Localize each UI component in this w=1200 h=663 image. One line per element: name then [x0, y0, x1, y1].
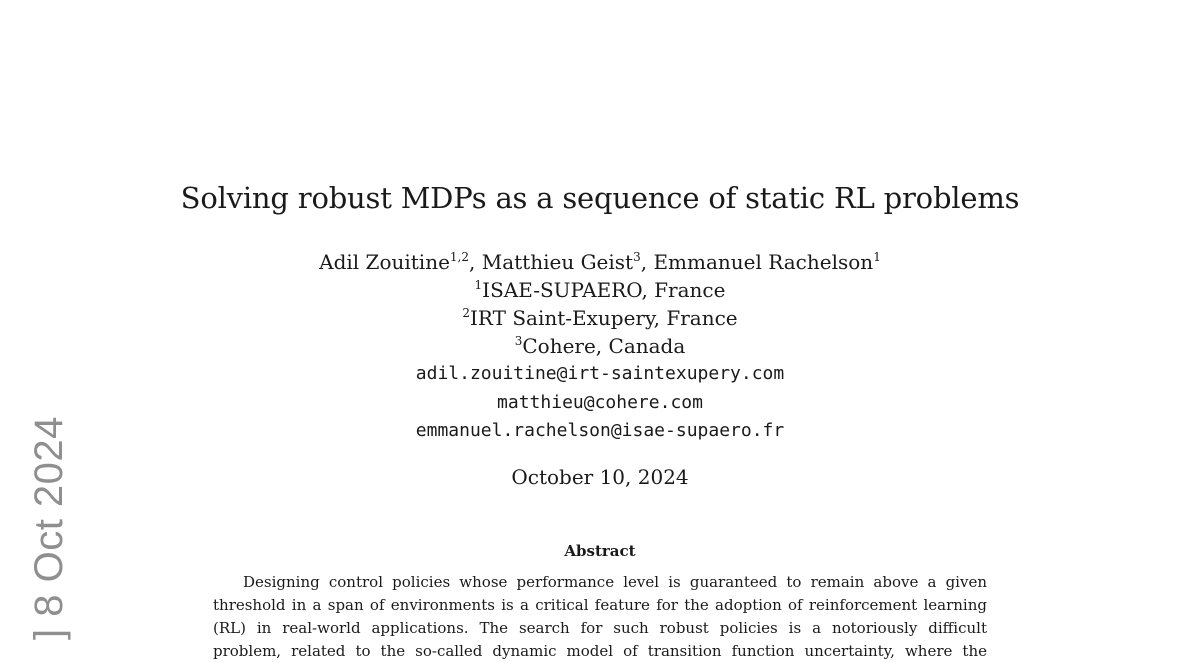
affiliation-text: Cohere, Canada [522, 334, 686, 358]
author-email: matthieu@cohere.com [497, 391, 703, 413]
author-name: Matthieu Geist [481, 250, 634, 274]
abstract-heading: Abstract [564, 542, 636, 560]
affiliation-text: ISAE-SUPAERO, France [482, 278, 726, 302]
author-affiliation-mark: 3 [633, 250, 641, 264]
affiliation-line [0, 332, 1200, 360]
author-name: Adil Zouitine [319, 250, 450, 274]
author-email: emmanuel.rachelson@isae-supaero.fr [415, 420, 785, 441]
affiliation-mark: 1 [474, 278, 483, 292]
author-list [0, 248, 1200, 276]
arxiv-side-stamp: ] 8 Oct 2024 [27, 416, 71, 640]
abstract-line: threshold in a span of environments is a critical feature for the adoption of reinforcement learning [213, 596, 987, 614]
paper-title: Solving robust MDPs as a sequence of static RL problems [180, 181, 1020, 215]
author-affiliation-mark: 1 [873, 250, 881, 264]
affiliation-mark: 3 [514, 334, 523, 348]
author-block [0, 248, 1200, 446]
abstract-line: (RL) in real-world applications. The search for such robust policies is a notoriously difficult [213, 619, 987, 637]
author-separator: , [640, 250, 654, 274]
abstract-line: Designing control policies whose performance level is guaranteed to remain above a given [243, 573, 987, 591]
author-separator: , [469, 250, 482, 274]
affiliation-mark: 2 [462, 306, 471, 320]
abstract-line: problem, related to the so-called dynamic model of transition function uncertainty, where the [213, 642, 987, 660]
abstract-body [213, 571, 987, 663]
paper-date: October 10, 2024 [511, 465, 689, 489]
affiliation-line [0, 276, 1200, 304]
affiliation-line [0, 304, 1200, 332]
author-affiliation-mark: 1,2 [449, 250, 470, 264]
author-email: adil.zouitine@irt-saintexupery.com [415, 363, 785, 384]
author-name: Emmanuel Rachelson [653, 250, 874, 274]
affiliation-text: IRT Saint-Exupery, France [470, 306, 738, 330]
